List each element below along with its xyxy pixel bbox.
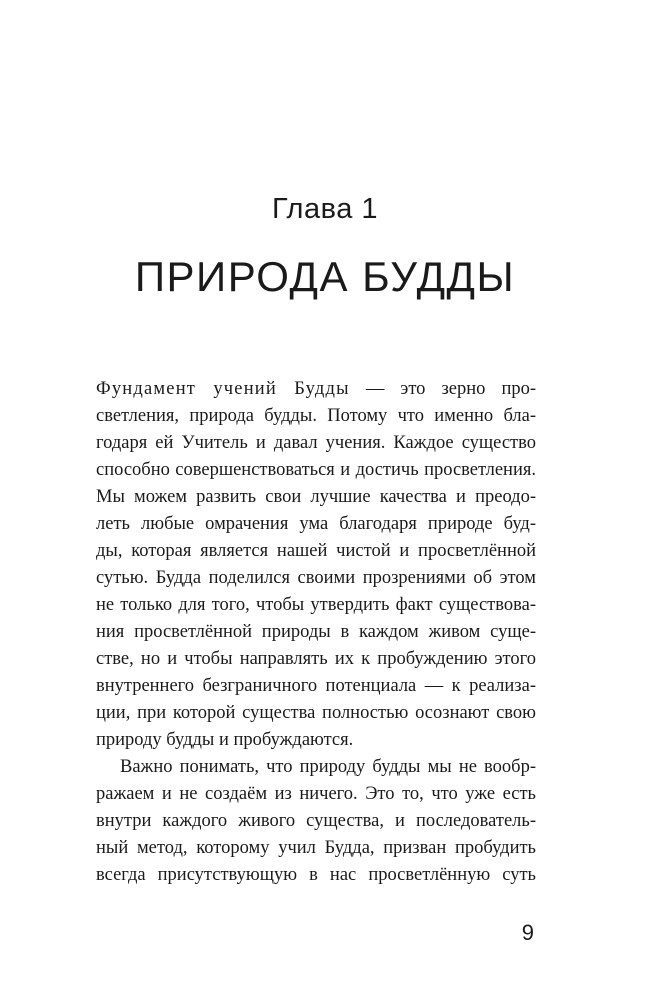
paragraph-1-line-4: способно совершенствоваться и достичь просветления. <box>96 460 536 480</box>
paragraph-1-line-10: ния просветлённой природы в каждом живом суще- <box>96 622 536 642</box>
paragraph-1-line-9: не только для того, чтобы утвердить факт существова- <box>96 595 536 615</box>
paragraph-1-line-7: ды, которая является нашей чистой и просветлённой <box>96 541 536 561</box>
paragraph-2-line-2: ражаем и не создаём из ничего. Это то, что уже есть <box>96 784 536 804</box>
line-text: — это зерно про- <box>349 379 537 399</box>
paragraph-1-line-1 <box>96 376 536 403</box>
paragraph-1-line-11: стве, но и чтобы направлять их к пробуждению этого <box>96 649 536 669</box>
paragraph-2-line-4: ный метод, которому учил Будда, призван пробудить <box>96 838 536 858</box>
body-text <box>96 376 536 889</box>
paragraph-1-line-8: сутью. Будда поделился своими прозрениями об этом <box>96 568 536 588</box>
paragraph-1-line-14: природу будды и пробуждаются. <box>96 730 354 750</box>
paragraph-1-line-12: внутреннего безграничного потенциала — к реализа- <box>96 676 536 696</box>
paragraph-1-line-6: леть любые омрачения ума благодаря природе буд- <box>96 514 536 534</box>
paragraph-lead: Фундамент учений Будды <box>96 379 350 399</box>
paragraph-2-line-5: всегда присутствующую в нас просветлённую суть <box>96 865 536 885</box>
paragraph-2-line-3: внутри каждого живого существа, и последователь- <box>96 811 536 831</box>
paragraph-1-line-3: годаря ей Учитель и давал учения. Каждое существо <box>96 433 536 453</box>
paragraph-2-line-1: Важно понимать, что природу будды мы не вообр- <box>120 757 536 777</box>
page-number: 9 <box>521 920 534 945</box>
chapter-title: ПРИРОДА БУДДЫ <box>134 253 516 300</box>
paragraph-1-line-2: светления, природа будды. Потому что именно бла- <box>96 406 536 426</box>
paragraph-1-line-13: ции, при которой существа полностью осознают свою <box>96 703 536 723</box>
paragraph-1-line-5: Мы можем развить свои лучшие качества и преодо- <box>96 487 536 507</box>
chapter-label: Глава 1 <box>271 193 379 225</box>
